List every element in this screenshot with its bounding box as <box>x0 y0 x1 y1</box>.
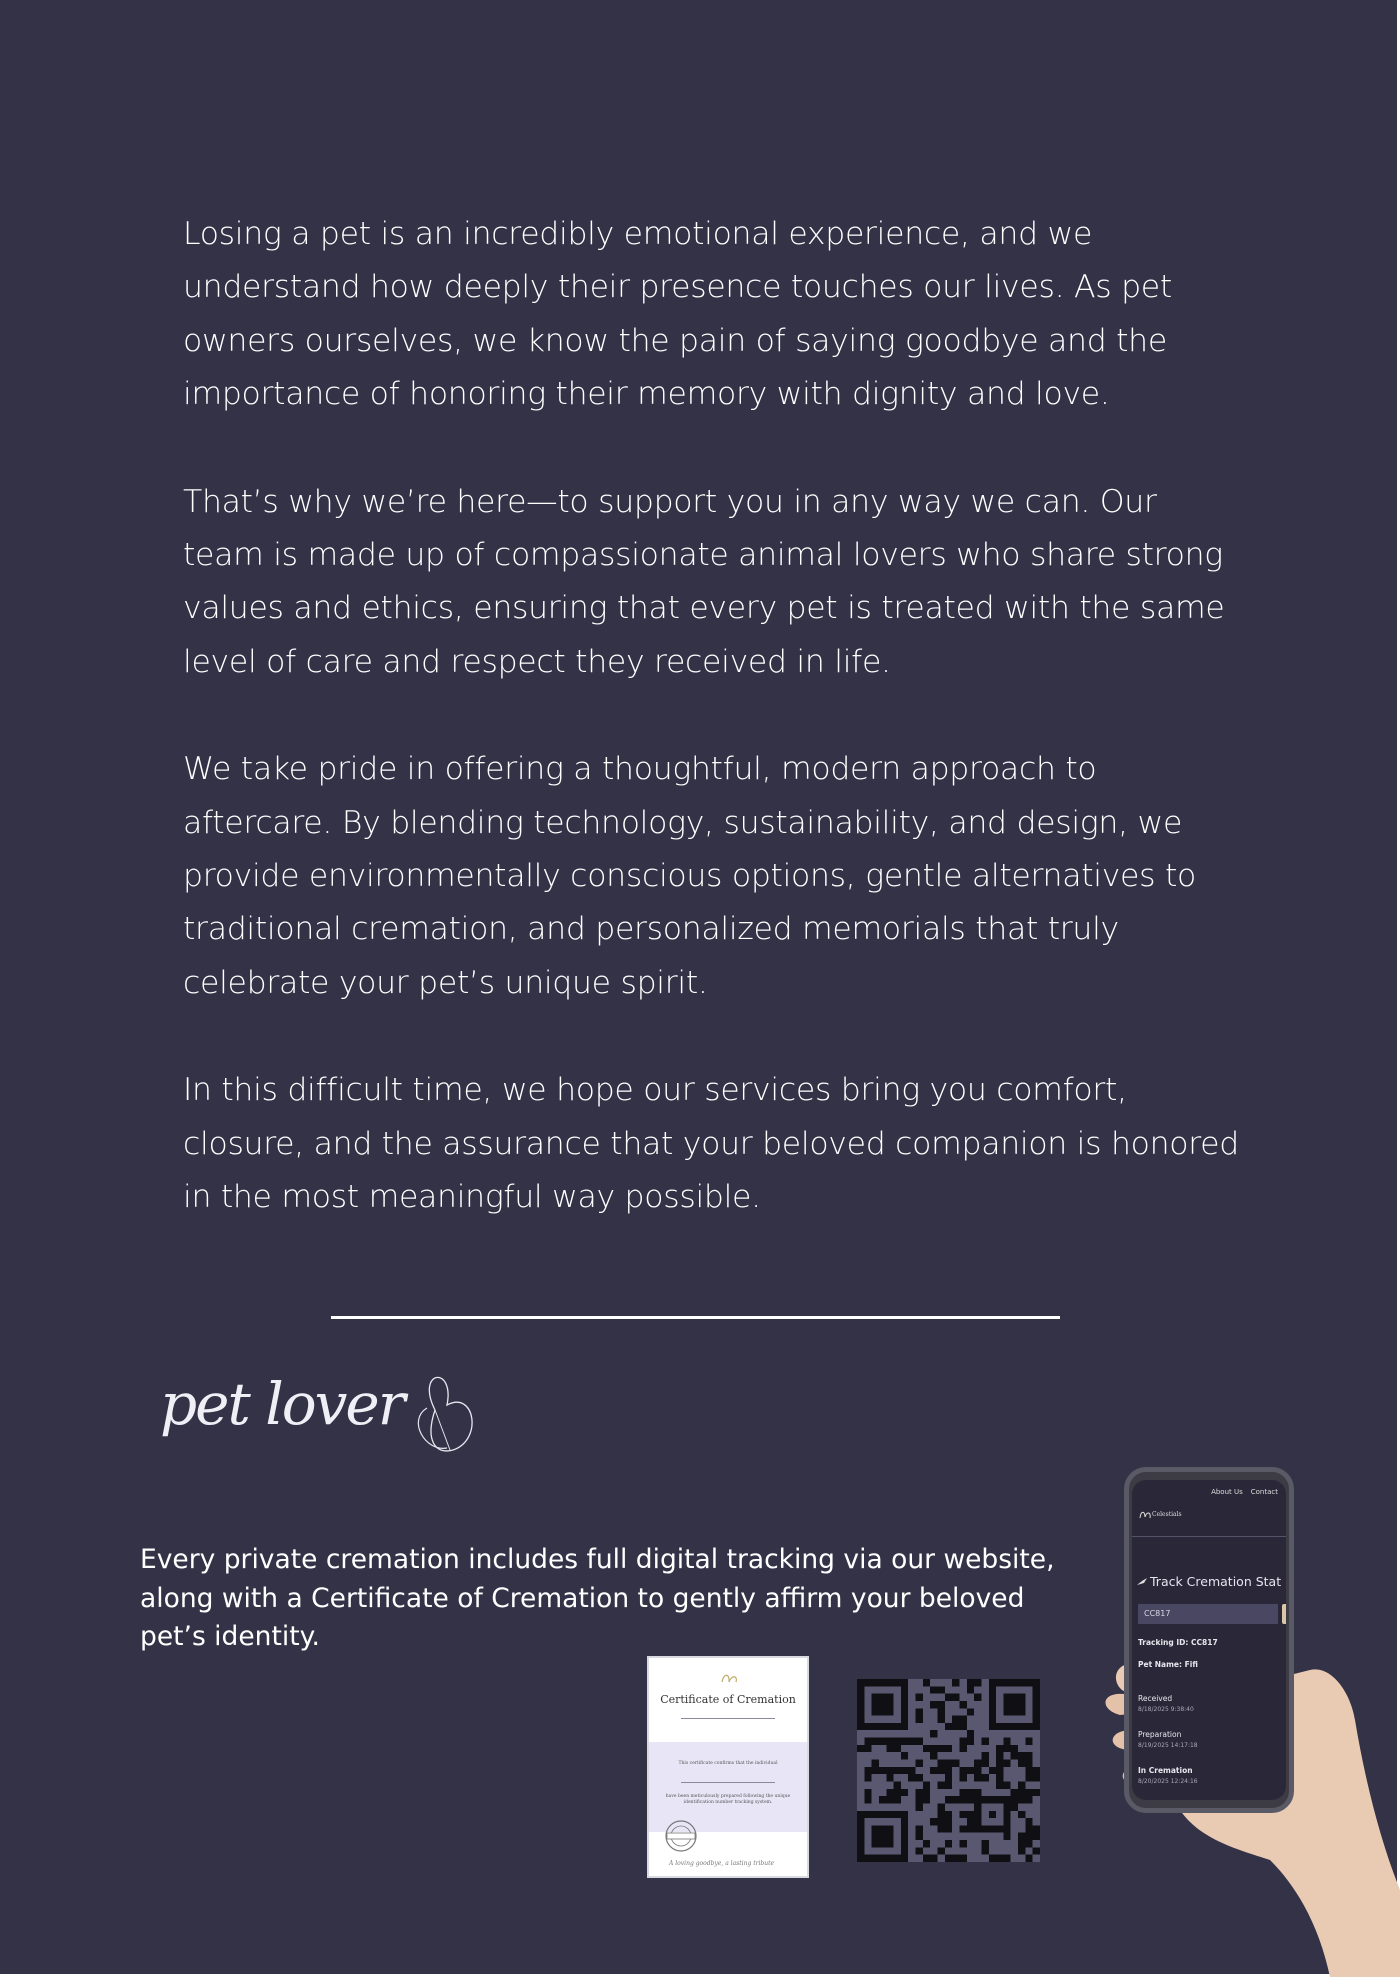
phone-brand: Celestials <box>1152 1511 1182 1518</box>
intro-text <box>183 208 1243 1279</box>
stage-received: Received <box>1138 1694 1173 1703</box>
phone-nav <box>1211 1488 1286 1496</box>
paragraph-1: Losing a pet is an incredibly emotional experience, and we understand how deeply their presence touches our lives. As pet owners ourselves, we know the pain of saying goodbye and the importance of honoring their memory with dignity and love. <box>183 216 1172 413</box>
phone-header-rule <box>1132 1536 1286 1537</box>
pet-name-label: Pet Name: Fifi <box>1138 1660 1198 1669</box>
paragraph-2: That’s why we’re here—to support you in any way we can. Our team is made up of compassionate animal lovers who share strong values and ethics, ensuring that every pet is treated with the same level of care and respect they received in life. <box>183 483 1225 680</box>
track-heading: Track Cremation Stat <box>1150 1574 1282 1589</box>
section-divider <box>331 1316 1060 1319</box>
butterfly-icon <box>405 1360 485 1460</box>
tracking-id-input[interactable]: CC817 <box>1138 1604 1278 1624</box>
stage-in-cremation-time: 8/20/2025 12:24:16 <box>1138 1778 1198 1785</box>
tracking-note: Every private cremation includes full digital tracking via our website, along with a Certificate of Cremation to gently affirm your beloved pet’s identity. <box>140 1544 1055 1652</box>
stage-preparation-time: 8/19/2025 14:17:18 <box>1138 1742 1198 1749</box>
certificate-rule <box>681 1718 775 1719</box>
bird-icon <box>1136 1576 1148 1588</box>
track-submit-button[interactable] <box>1282 1604 1286 1624</box>
certificate-title: Certificate of Cremation <box>660 1693 796 1706</box>
tracking-id-label: Tracking ID: CC817 <box>1138 1638 1218 1647</box>
nav-about-us[interactable]: About Us <box>1211 1488 1243 1496</box>
pet-lover-logo <box>160 1350 500 1460</box>
stage-in-cremation: In Cremation <box>1138 1766 1193 1775</box>
phone-mockup <box>1124 1467 1294 1813</box>
certificate-text-2: have been meticulously prepared following the unique identification number tracking system. <box>665 1794 791 1805</box>
phone-screen <box>1132 1480 1286 1800</box>
certificate-image <box>647 1656 809 1878</box>
stage-preparation: Preparation <box>1138 1730 1182 1739</box>
paragraph-3: We take pride in offering a thoughtful, modern approach to aftercare. By blending technology, sustainability, and design, we provide environmentally conscious options, gentle alternatives to traditional cremation, and personalized memorials that truly celebrate your pet’s unique spirit. <box>183 751 1196 1001</box>
nav-contact[interactable]: Contact <box>1250 1488 1278 1496</box>
brand-logo-icon <box>1138 1508 1152 1522</box>
logo-wordmark: pet lover <box>160 1370 404 1438</box>
certificate-text-1: This certificate confirms that the individual <box>678 1761 778 1766</box>
certificate-stamp-icon <box>663 1818 699 1854</box>
paragraph-4: In this difficult time, we hope our services bring you comfort, closure, and the assurance that your beloved companion is honored in the most meaningful way possible. <box>183 1072 1239 1216</box>
certificate-signoff: A loving goodbye, a lasting tribute <box>669 1860 775 1867</box>
qr-code[interactable] <box>857 1679 1040 1862</box>
stage-received-time: 8/18/2025 9:38:40 <box>1138 1706 1194 1713</box>
certificate-emblem-icon <box>718 1670 740 1690</box>
certificate-rule-2 <box>681 1782 775 1783</box>
